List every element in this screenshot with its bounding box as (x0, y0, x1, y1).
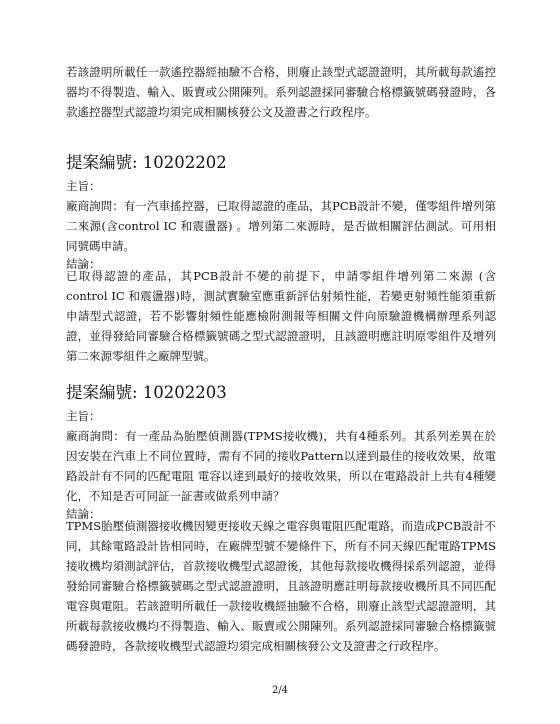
subject-label: 主旨： (66, 409, 101, 423)
intro-paragraph: 若該證明所載任一款遙控器經抽驗不合格，則廢止該型式認證證明，其所載每款遙控器均不得製造、輸入、販賣或公開陳列。系列認證採同審驗合格標籤號碼發證時，各款遙控器型式認證均須完成相關核發公文及證書之行政程序。 (66, 65, 496, 119)
conclusion-label: 結論： (66, 257, 101, 271)
page-number: 2/4 (271, 685, 289, 696)
conclusion-label: 結論： (66, 507, 101, 521)
inquiry-paragraph: 廠商詢問：有一汽車搖控器，已取得認證的產品，其PCB設計不變，僅零組件增列第二來源(含control IC 和震盪器) 。增列第二來源時，是否做相關評估測試。可用相同號碼申請。 (66, 199, 496, 253)
inquiry-paragraph: 廠商詢問：有一產品為胎壓偵測器(TPMS接收機)，共有4種系列。其系列差異在於因安裝在汽車上不同位置時，需有不同的接收Pattern以達到最佳的接收效果，故電路設計有不同的匹配電阻 電容以達到最好的接收效果，所以在電路設計上共有4種變化，不知是否可同証一証書或做系列申請？ (66, 429, 496, 503)
section-heading-10202202: 提案編號: 10202202 (66, 153, 227, 172)
section-heading-10202203: 提案編號: 10202203 (66, 383, 227, 402)
subject-label: 主旨： (66, 179, 101, 193)
conclusion-paragraph: TPMS胎壓偵測器接收機因變更接收天線之電容與電阻匹配電路，而造成PCB設計不同，其餘電路設計皆相同時，在廠牌型號不變條件下，所有不同天線匹配電路TPMS接收機均須測試評估，首款接收機型式認證後，其他每款接收機得採系列認證，並得發給同審驗合格標籤號碼之型式認證證明，且該證明應註明每款接收機所具不同匹配電容與電阻。若該證明所載任一款接收機經抽驗不合格，則廢止該型式認證證明，其所載每款接收機均不得製造、輸入、販賣或公開陳列。系列認證採同審驗合格標籤號碼發證時，各款接收機型式認證均須完成相關核發公文及證書之行政程序。 (66, 519, 496, 653)
conclusion-paragraph: 已取得認證的產品，其PCB設計不變的前提下，申請零組件增列第二來源 (含control IC 和震盪器)時，測試實驗室應重新評估射頻性能，若變更射頻性能須重新申請型式認證，若不影響射頻性能應檢附測報等相關文件向原驗證機構辦理系列認證，並得發給同審驗合格標籤號碼之型式認證證明，且該證明應註明原零組件及增列第二來源零組件之廠牌型號。 (66, 269, 496, 363)
